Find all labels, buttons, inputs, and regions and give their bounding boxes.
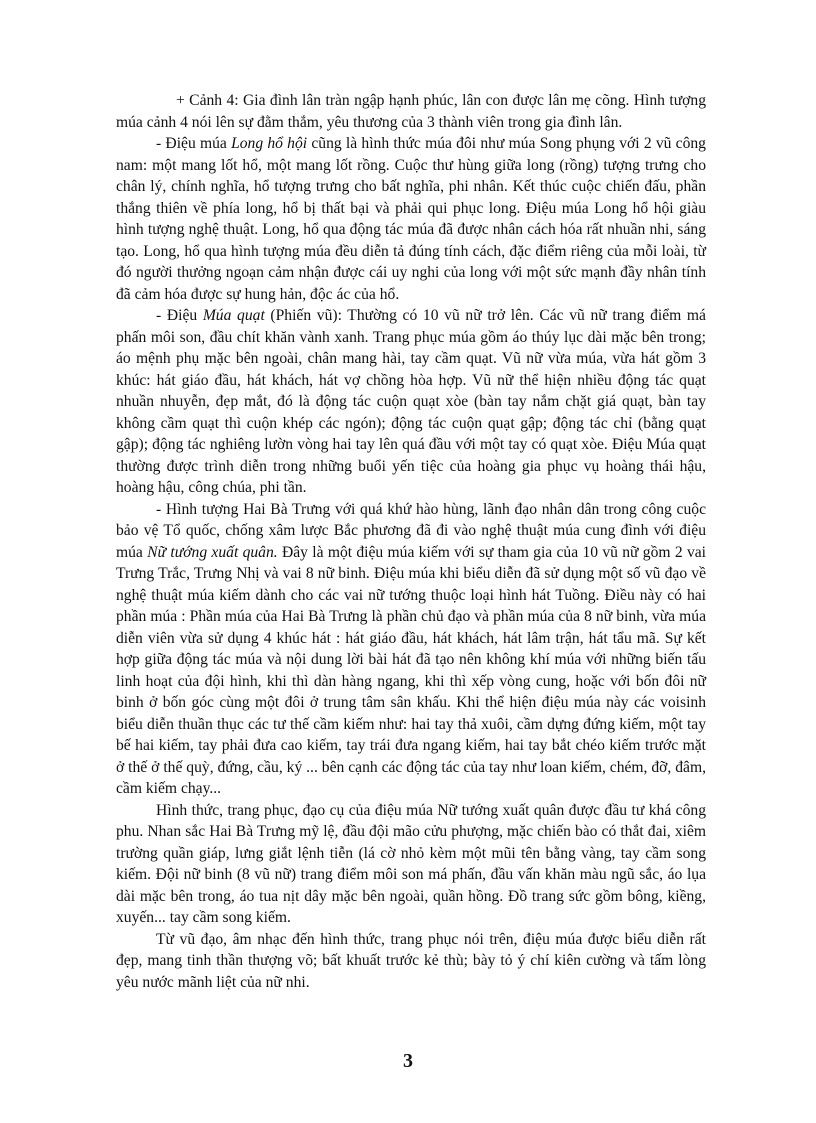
dance-title-mua-quat: Múa quạt: [202, 307, 265, 324]
paragraph-text: (Phiến vũ): Thường có 10 vũ nữ trở lên. Các vũ nữ trang điểm má phấn môi son, đầu chít khăn vành xanh. Trang phục múa gồm áo thúy lục dài mặc bên trong; áo mệnh phụ mặc bên ngoài, chân mang hài, tay cầm quạt. Vũ nữ vừa múa, vừa hát gồm 3 khúc: hát giáo đầu, hát khách, hát vợ chồng hòa hợp. Vũ nữ thể hiện nhiều động tác quạt nhuần nhuyễn, đẹp mắt, đó là động tác cuộn quạt xòe (bàn tay nắm chặt giá quạt, bàn tay không cầm quạt thì cuộn khép các ngón); động tác cuộn quạt gập; động tác chỉ (bằng quạt gập); động tác nghiêng lườn vòng hai tay lên quá đầu với một tay có quạt xòe. Điệu Múa quạt thường được trình diễn trong những buổi yến tiệc của hoàng gia phục vụ hoàng thái hậu, hoàng hậu, công chúa, phi tần.: [116, 307, 706, 496]
paragraph-text: Đây là một điệu múa kiếm với sự tham gia của 10 vũ nữ gồm 2 vai Trưng Trắc, Trưng Nhị và vai 8 nữ binh. Điệu múa khi biểu diễn đã sử dụng một số vũ đạo về nghệ thuật múa kiếm dành cho các vai nữ tướng thuộc loại hình hát Tuồng. Điều này có hai phần múa : Phần múa của Hai Bà Trưng là phần chủ đạo và phần múa của 8 nữ binh, vừa múa diễn viên vừa sử dụng 4 khúc hát : hát giáo đầu, hát khách, hát lâm trận, hát tẩu mã. Sự kết hợp giữa động tác múa và nội dung lời bài hát đã tạo nên không khí múa với những biến tấu linh hoạt của đội hình, khi thì dàn hàng ngang, khi thì xếp vòng cung, hoặc với bốn đôi nữ binh ở bốn góc cùng một đôi ở trung tâm sân khấu. Khi thể hiện điệu múa này các voisinh biểu diễn thuần thục các tư thế cầm kiếm như: hai tay thả xuôi, cầm dựng đứng kiếm, một tay bế hai kiếm, tay phải đưa cao kiếm, tay trái đưa ngang kiếm, hai tay bắt chéo kiếm trước mặt ở thế ở thế quỳ, đứng, cầu, ký ... bên cạnh các động tác của tay như loan kiếm, chém, đỡ, đâm, cầm kiếm chạy...: [116, 543, 706, 797]
paragraph-text: cũng là hình thức múa đôi như múa Song phụng với 2 vũ công nam: một mang lốt hổ, một mang lốt rồng. Cuộc thư hùng giữa long (rồng) tượng trưng cho chân lý, chính nghĩa, hổ tượng trưng cho bất nghĩa, phi nhân. Kết thúc cuộc chiến đấu, phần thắng thiên về phía long, hổ bị thất bại và phải qui phục long. Điệu múa Long hổ hội giàu hình tượng nghệ thuật. Long, hổ qua động tác múa đã được nhân cách hóa rất nhuần nhi, sáng tạo. Long, hổ qua hình tượng múa đều diễn tả đúng tính cách, đặc điểm riêng của mỗi loài, từ đó người thưởng ngoạn cảm nhận được cái uy nghi của long với một sức mạnh đầy nhân tính đã cảm hóa được sự hung hản, độc ác của hổ.: [116, 135, 706, 303]
paragraph-conclusion: Từ vũ đạo, âm nhạc đến hình thức, trang phục nói trên, điệu múa được biểu diễn rất đẹp, mang tinh thần thượng võ; bất khuất trước kẻ thù; bày tỏ ý chí kiên cường và tấm lòng yêu nước mãnh liệt của nữ nhi.: [116, 930, 706, 991]
dance-title-long-ho-hoi: Long hổ hội: [231, 135, 308, 152]
paragraph-hai-ba-trung: [116, 499, 706, 800]
paragraph-prefix: - Hình tượng Hai Bà Trưng với quá khứ hào hùng, lãnh đạo nhân dân trong công cuộc bảo vệ Tổ quốc, chống xâm lược Bắc phương đã đi vào nghệ thuật múa cung đình với điệu múa: [116, 500, 706, 561]
paragraph-prefix: - Điệu múa: [156, 135, 232, 152]
paragraph-mua-quat: [116, 305, 706, 499]
paragraph-scene-4: + Cảnh 4: Gia đình lân tràn ngập hạnh phúc, lân con được lân mẹ cõng. Hình tượng múa cảnh 4 nói lên sự đằm thắm, yêu thương của 3 thành viên trong gia đình lân.: [116, 92, 706, 131]
dance-title-nu-tuong-xuat-quan: Nữ tướng xuất quân.: [147, 543, 278, 561]
paragraph-long-ho-hoi: [116, 133, 706, 305]
body-text: [116, 90, 706, 993]
paragraph-costume: Hình thức, trang phục, đạo cụ của điệu múa Nữ tướng xuất quân được đầu tư khá công phu. Nhan sắc Hai Bà Trưng mỹ lệ, đầu đội mão cửu phượng, mặc chiến bào có thắt đai, xiêm trường quần giáp, lưng giắt lệnh tiễn (lá cờ nhỏ kèm một mũi tên bằng vàng, tay cầm song kiếm. Đội nữ binh (8 vũ nữ) trang điểm môi son má phấn, đầu vấn khăn màu ngũ sắc, áo lụa dài mặc bên trong, áo tua nịt dây mặc bên ngoài, quần hồng. Đồ trang sức gồm bông, kiềng, xuyến... tay cầm song kiếm.: [116, 801, 706, 926]
page-number: 3: [403, 1050, 413, 1072]
paragraph-prefix: - Điệu: [156, 307, 203, 324]
